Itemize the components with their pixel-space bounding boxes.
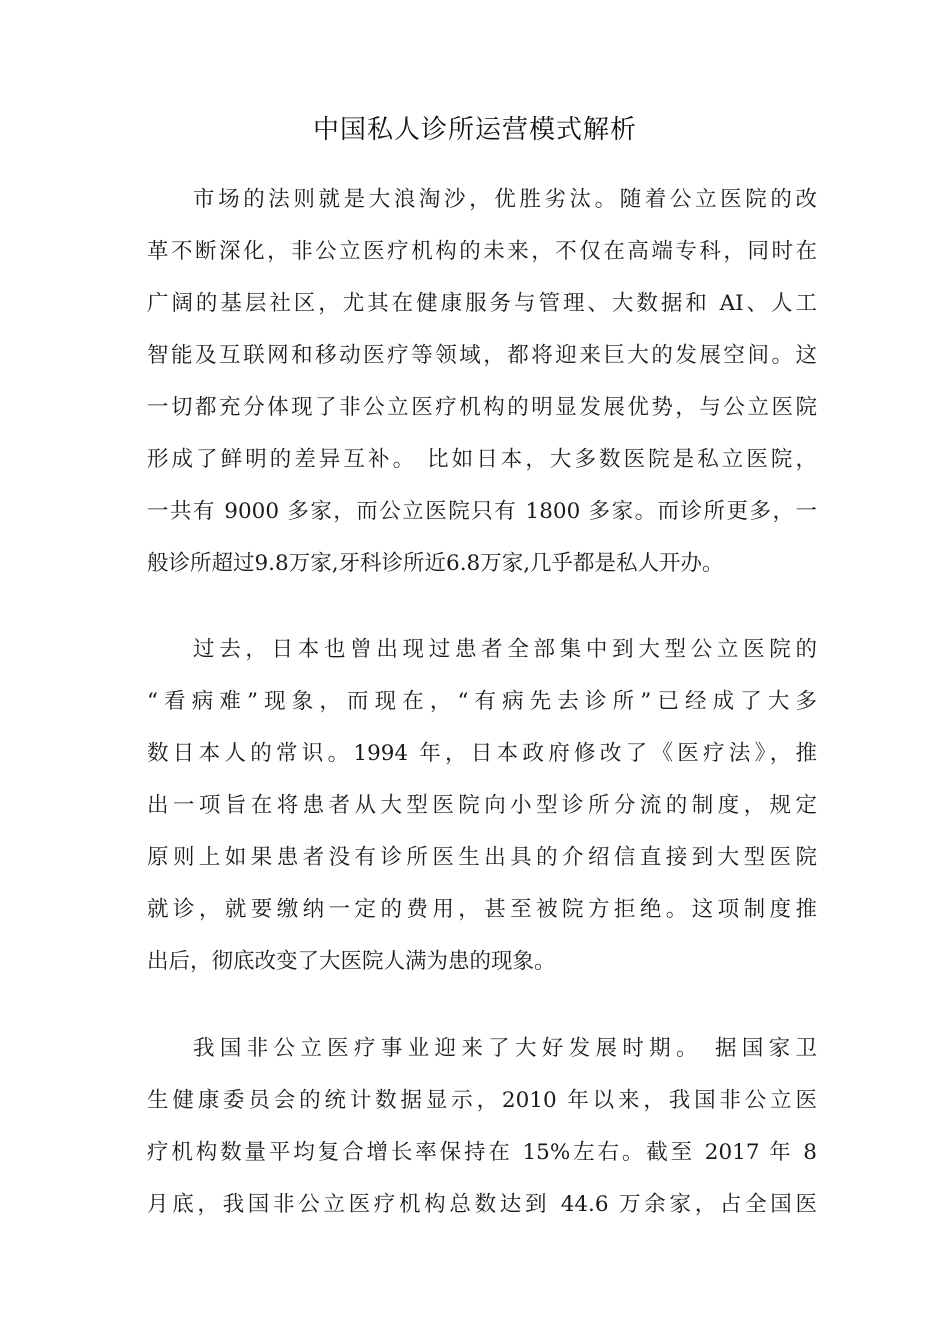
- paragraph-line: 疗机构数量平均复合增长率保持在 15%左右。截至 2017 年 8: [147, 1140, 817, 1165]
- paragraph-line: “看病难”现象，而现在，“有病先去诊所”已经成了大多: [147, 689, 817, 714]
- paragraph-line: 原则上如果患者没有诊所医生出具的介绍信直接到大型医院: [147, 845, 817, 870]
- paragraph-line: 就诊，就要缴纳一定的费用，甚至被院方拒绝。这项制度推: [147, 897, 817, 922]
- paragraph-line: 数日本人的常识。1994 年，日本政府修改了《医疗法》，推: [147, 741, 817, 766]
- paragraph-line: 智能及互联网和移动医疗等领域，都将迎来巨大的发展空间。这: [147, 343, 817, 368]
- paragraph-japan-private-hospitals: [147, 174, 817, 590]
- paragraph-line: 形成了鲜明的差异互补。 比如日本，大多数医院是私立医院，: [147, 447, 817, 472]
- paragraph-line: 一切都充分体现了非公立医疗机构的明显发展优势，与公立医院: [147, 395, 817, 420]
- paragraph-china-non-public-growth: [147, 1023, 817, 1231]
- paragraph-line: 生健康委员会的统计数据显示，2010 年以来，我国非公立医: [147, 1088, 817, 1113]
- paragraph-line: 般诊所超过9.8万家,牙科诊所近6.8万家,几乎都是私人开办。: [147, 551, 724, 576]
- paragraph-line: 出一项旨在将患者从大型医院向小型诊所分流的制度，规定: [147, 793, 817, 818]
- paragraph-line: 我国非公立医疗事业迎来了大好发展时期。 据国家卫: [193, 1036, 817, 1061]
- paragraph-line: 月底，我国非公立医疗机构总数达到 44.6 万余家，占全国医: [147, 1192, 817, 1217]
- paragraph-line: 市场的法则就是大浪淘沙，优胜劣汰。随着公立医院的改: [193, 187, 817, 212]
- paragraph-japan-medical-law: [147, 624, 817, 988]
- paragraph-line: 过去，日本也曾出现过患者全部集中到大型公立医院的: [193, 637, 817, 662]
- paragraph-line: 革不断深化，非公立医疗机构的未来，不仅在高端专科，同时在: [147, 239, 817, 264]
- paragraph-line: 出后，彻底改变了大医院人满为患的现象。: [147, 949, 556, 974]
- paragraph-line: 一共有 9000 多家，而公立医院只有 1800 多家。而诊所更多，一: [147, 499, 817, 524]
- paragraph-line: 广阔的基层社区，尤其在健康服务与管理、大数据和 AI、人工: [147, 291, 817, 316]
- document-title: 中国私人诊所运营模式解析: [312, 115, 637, 145]
